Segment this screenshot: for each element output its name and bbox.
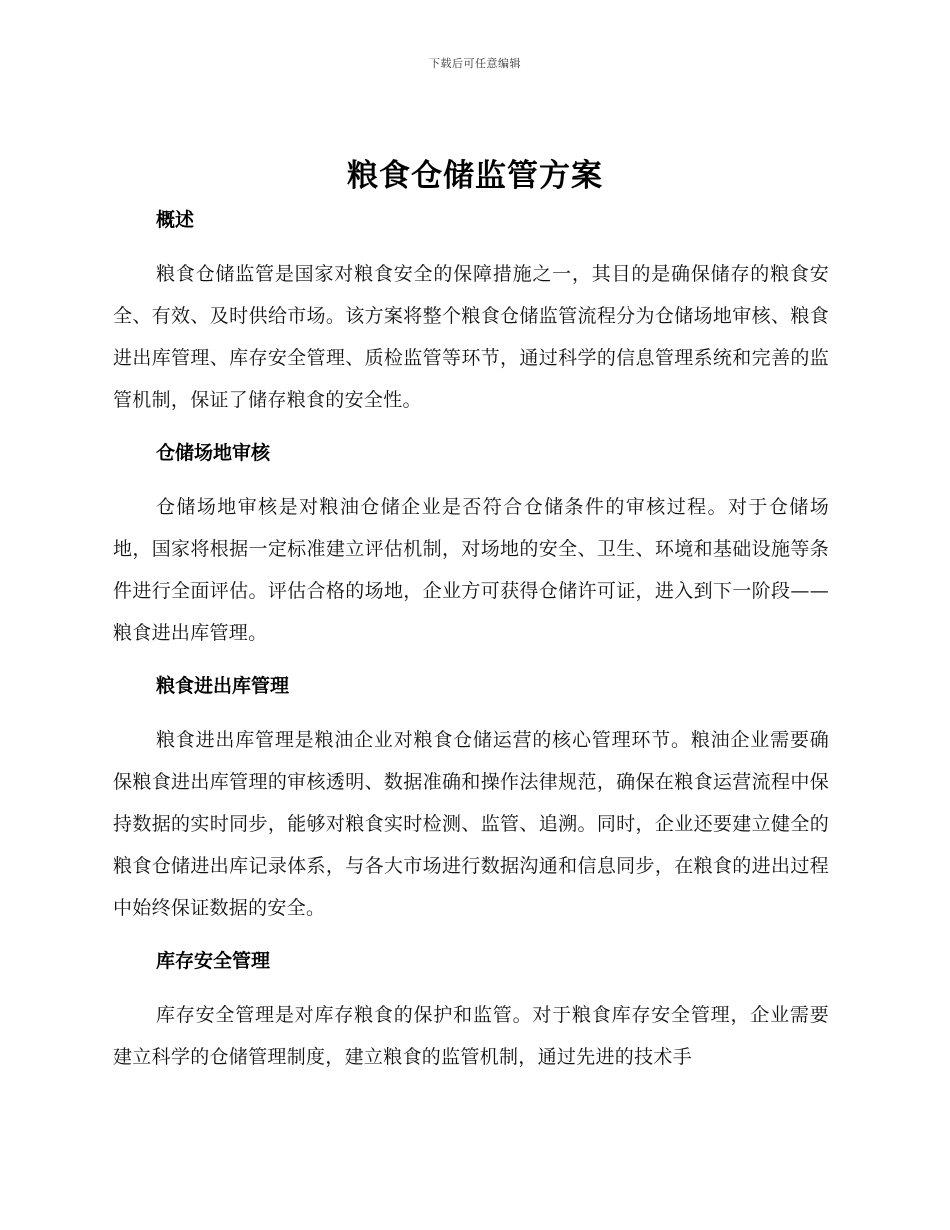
section-paragraph: 库存安全管理是对库存粮食的保护和监管。对于粮食库存安全管理，企业需要建立科学的仓储管理制度，建立粮食的监管机制，通过先进的技术手 bbox=[113, 1004, 829, 1068]
section-paragraph: 粮食进出库管理是粮油企业对粮食仓储运营的核心管理环节。粮油企业需要确保粮食进出库管理的审核透明、数据准确和操作法律规范，确保在粮食运营流程中保持数据的实时同步，能够对粮食实时检测、监管、追溯。同时，企业还要建立健全的粮食仓储进出库记录体系，与各大市场进行数据沟通和信息同步，在粮食的进出过程中始终保证数据的安全。 bbox=[113, 729, 829, 919]
section-inout-management bbox=[113, 668, 829, 929]
document-body bbox=[113, 202, 829, 1092]
section-paragraph: 仓储场地审核是对粮油仓储企业是否符合仓储条件的审核过程。对于仓储场地，国家将根据一定标准建立评估机制，对场地的安全、卫生、环境和基础设施等条件进行全面评估。评估合格的场地，企业方可获得仓储许可证，进入到下一阶段——粮食进出库管理。 bbox=[113, 496, 829, 644]
section-overview bbox=[113, 202, 829, 421]
section-heading: 概述 bbox=[156, 209, 195, 231]
section-heading: 仓储场地审核 bbox=[156, 442, 271, 464]
section-paragraph: 粮食仓储监管是国家对粮食安全的保障措施之一，其目的是确保储存的粮食安全、有效、及时供给市场。该方案将整个粮食仓储监管流程分为仓储场地审核、粮食进出库管理、库存安全管理、质检监管等环节，通过科学的信息管理系统和完善的监管机制，保证了储存粮食的安全性。 bbox=[113, 263, 829, 411]
section-inventory-safety bbox=[113, 943, 829, 1078]
section-heading: 粮食进出库管理 bbox=[156, 675, 290, 697]
section-heading: 库存安全管理 bbox=[156, 950, 271, 972]
section-site-review bbox=[113, 435, 829, 654]
header-note: 下载后可任意编辑 bbox=[429, 57, 521, 70]
document-title: 粮食仓储监管方案 bbox=[347, 158, 603, 194]
